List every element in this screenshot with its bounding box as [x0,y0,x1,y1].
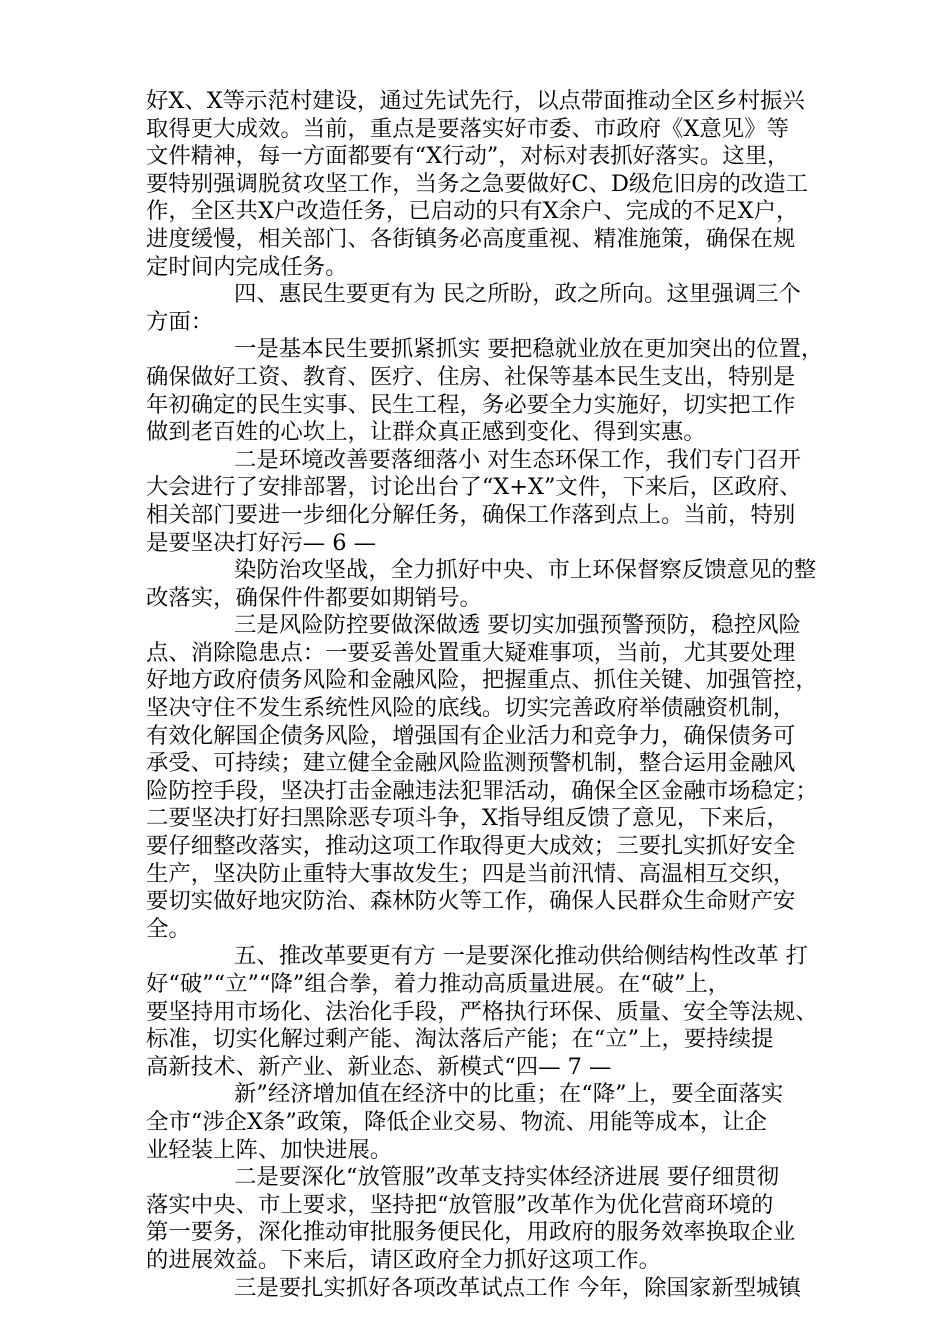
text-line: 要仔细整改落实，推动这项工作取得更大成效；三要扎实抓好安全 [146,833,796,860]
text-line: 文件精神，每一方面都要有“X行动”，对标对表抓好落实。这里， [146,143,790,170]
text-line: 五、推改革要更有方 一是要深化推动供给侧结构性改革 打 [234,943,808,970]
text-line: 险防控手段，坚决打击金融违法犯罪活动，确保全区金融市场稳定； [146,777,818,804]
text-line: 进度缓慢，相关部门、各街镇务必高度重视、精准施策，确保在规 [146,225,796,252]
text-line: 第一要务，深化推动审批服务便民化，用政府的服务效率换取企业 [146,1219,796,1246]
text-line: 方面： [146,308,214,335]
text-line: 二要坚决打好扫黑除恶专项斗争，X指导组反馈了意见，下来后， [146,805,789,832]
document-body [146,88,826,1302]
text-line: 标准，切实化解过剩产能、淘汰落后产能；在“立”上，要持续提 [146,1026,774,1053]
text-line: 染防治攻坚战，全力抓好中央、市上环保督察反馈意见的整 [234,557,817,584]
text-line: 作，全区共X户改造任务，已启动的只有X余户、完成的不足X户， [146,198,799,225]
text-line: 好“破”“立”“降”组合拳，着力推动高质量进展。在“破”上， [146,971,731,997]
text-line: 全市“涉企X条”政策，降低企业交易、物流、用能等成本，让企 [146,1108,767,1135]
text-line: 做到老百姓的心坎上，让群众真正感到变化、得到实惠。 [146,419,706,446]
text-line: 承受、可持续；建立健全金融风险监测预警机制，整合运用金融风 [146,750,796,777]
text-line: 全。 [146,915,191,942]
text-line: 落实中央、市上要求，坚持把“放管服”改革作为优化营商环境的 [146,1191,774,1218]
text-line: 三是风险防控要做深做透 要切实加强预警预防，稳控风险 [234,612,801,639]
text-line: 四、惠民生要更有为 民之所盼，政之所向。这里强调三个 [234,281,801,308]
text-line: 二是环境改善要落细落小 对生态环保工作，我们专门召开 [234,446,801,473]
text-line: 改落实，确保件件都要如期销号。 [146,584,482,611]
text-line: 取得更大成效。当前，重点是要落实好市委、市政府《X意见》等 [146,115,789,142]
text-line: 有效化解国企债务风险，增强国有企业活力和竞争力，确保债务可 [146,722,796,749]
text-line: 点、消除隐患点：一要妥善处置重大疑难事项，当前，尤其要处理 [146,639,796,666]
text-line: 相关部门要进一步细化分解任务，确保工作落到点上。当前，特别 [146,501,796,528]
text-line: 二是要深化“放管服”改革支持实体经济进展 要仔细贯彻 [234,1164,779,1191]
text-line: 的进展效益。下来后，请区政府全力抓好这项工作。 [146,1246,661,1273]
text-line: 确保做好工资、教育、医疗、住房、社保等基本民生支出，特别是 [146,363,796,390]
text-line: 大会进行了安排部署，讨论出台了“X+X”文件，下来后，区政府、 [146,474,802,501]
text-line: 生产，坚决防止重特大事故发生；四是当前汛情、高温相互交织， [146,860,796,887]
text-line: 好地方政府债务风险和金融风险，把握重点、抓住关键、加强管控， [146,667,818,694]
text-line: 一是基本民生要抓紧抓实 要把稳就业放在更加突出的位置， [234,336,824,363]
text-line: 年初确定的民生实事、民生工程，务必要全力实施好，切实把工作 [146,391,796,418]
text-line: 是要坚决打好污— 6 — [146,529,376,556]
text-line: 好X、X等示范村建设，通过先试先行，以点带面推动全区乡村振兴 [146,88,805,114]
text-line: 要切实做好地灾防治、森林防火等工作，确保人民群众生命财产安 [146,888,796,915]
text-line: 业轻装上阵、加快进展。 [146,1136,393,1163]
text-line: 要坚持用市场化、法治化手段，严格执行环保、质量、安全等法规、 [146,998,818,1025]
text-line: 三是要扎实抓好各项改革试点工作 今年，除国家新型城镇 [234,1274,801,1301]
text-line: 定时间内完成任务。 [146,253,348,280]
text-line: 坚决守住不发生系统性风险的底线。切实完善政府举债融资机制， [146,695,796,722]
text-line: 高新技术、新产业、新业态、新模式“四— 7 — [146,1053,612,1080]
text-line: 要特别强调脱贫攻坚工作，当务之急要做好C、D级危旧房的改造工 [146,170,809,197]
text-line: 新”经济增加值在经济中的比重；在“降”上，要全面落实 [234,1081,784,1108]
